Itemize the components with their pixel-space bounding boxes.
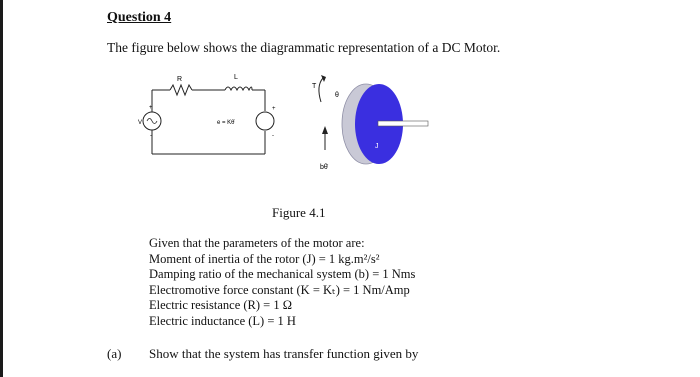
inertia-label: J	[375, 143, 379, 150]
voltage-minus: -	[150, 133, 152, 139]
question-heading: Question 4	[107, 10, 172, 25]
damping-label: bθ̇	[320, 164, 328, 171]
angle-label: θ	[335, 92, 339, 99]
voltage-plus: +	[149, 105, 153, 111]
angle-arrow	[319, 78, 323, 102]
dc-motor-diagram	[140, 68, 440, 186]
emf-plus: +	[272, 106, 276, 112]
given-title: Given that the parameters of the motor are:	[149, 236, 365, 250]
voltage-label: V	[138, 120, 143, 126]
param-resistance: Electric resistance (R) = 1 Ω	[149, 298, 293, 312]
param-emf-constant: Electromotive force constant (K = Kₜ) = 1 Nm/Amp	[149, 282, 410, 297]
left-border	[0, 0, 3, 377]
param-damping: Damping ratio of the mechanical system (b) = 1 Nms	[149, 267, 416, 281]
inductor-label: L	[234, 74, 238, 81]
given-parameters	[149, 236, 415, 329]
figure-caption: Figure 4.1	[272, 205, 326, 220]
part-a-text: Show that the system has transfer function given by	[149, 346, 419, 361]
emf-minus: -	[272, 133, 274, 139]
question-intro: The figure below shows the diagrammatic representation of a DC Motor.	[107, 40, 501, 55]
back-emf-label: e = Kθ̇	[217, 120, 235, 126]
part-a-label: (a)	[107, 346, 122, 361]
resistor-label: R	[177, 76, 183, 83]
back-emf-symbol	[256, 112, 274, 130]
torque-label: T	[312, 83, 317, 90]
param-inductance: Electric inductance (L) = 1 H	[149, 313, 296, 328]
inductor-symbol	[225, 87, 252, 90]
param-inertia: Moment of inertia of the rotor (J) = 1 kg.m²/s²	[149, 251, 380, 266]
resistor-symbol	[170, 85, 192, 95]
circuit-wires	[152, 90, 265, 154]
rotor-shaft	[378, 121, 428, 126]
